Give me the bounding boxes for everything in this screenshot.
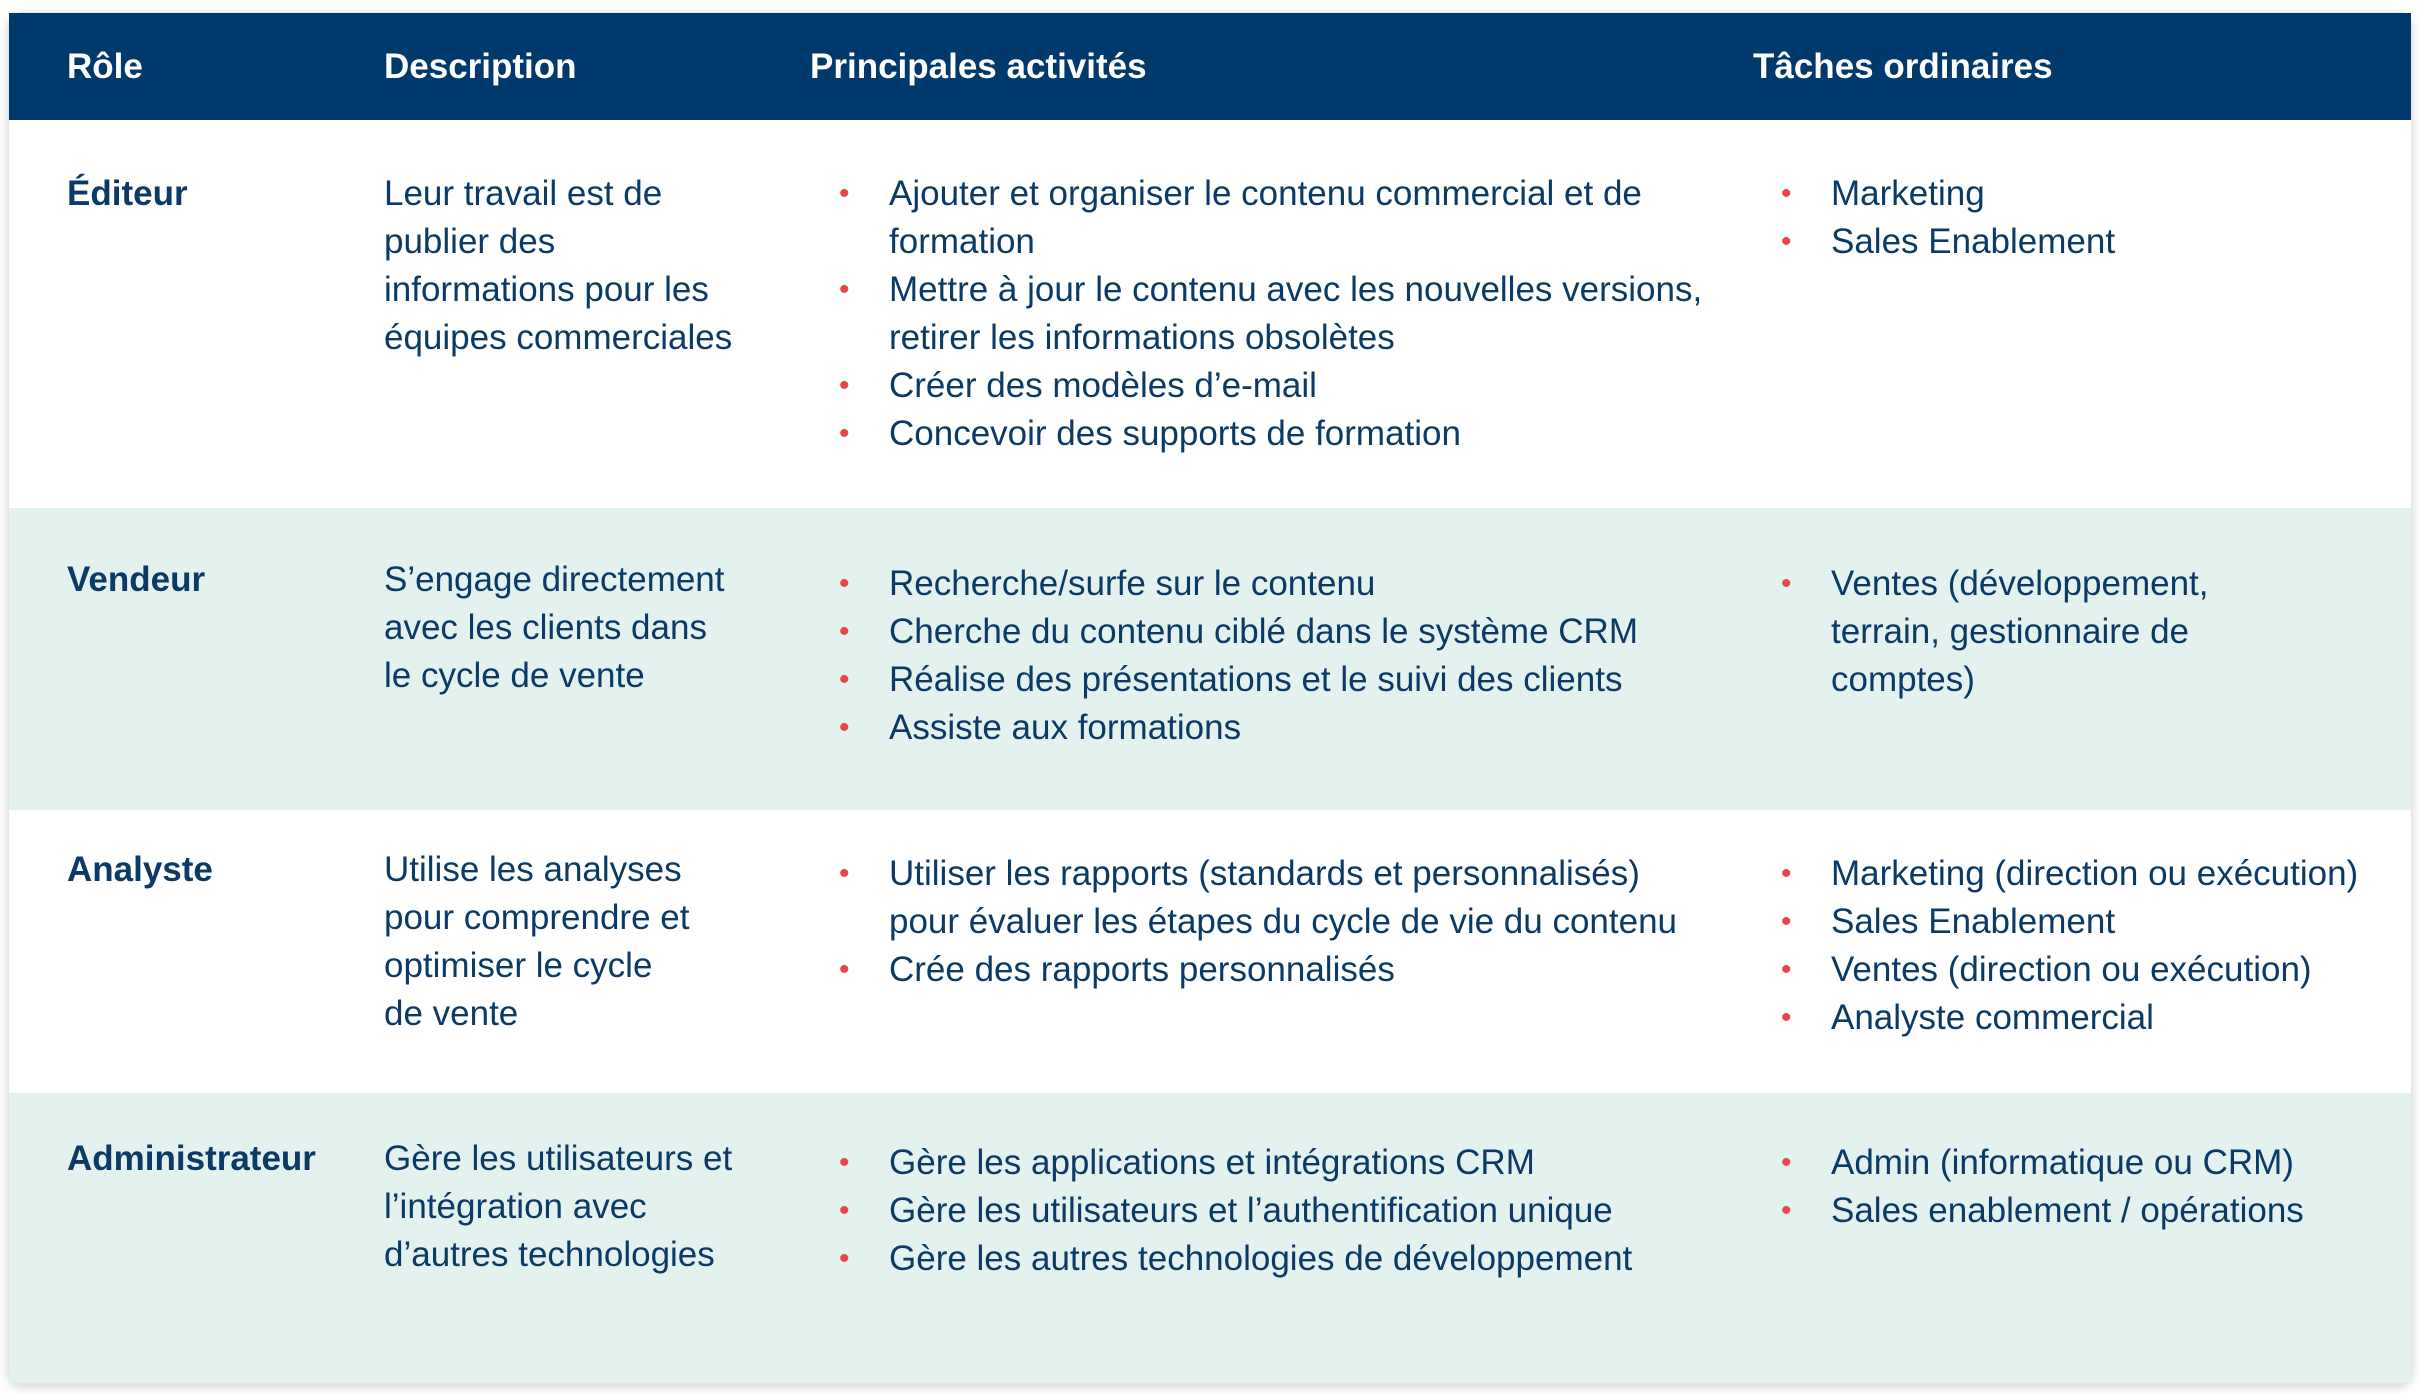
header-tasks: Tâches ordinaires <box>1753 47 2053 86</box>
tasks-list <box>1781 1139 2391 1235</box>
bullet-icon: • <box>1781 905 1792 938</box>
table-row-vendeur <box>9 508 2411 810</box>
tasks-cell <box>1781 170 2391 266</box>
table-row-editeur <box>9 120 2411 508</box>
list-item: • Utiliser les rapports (standards et personnalisés) pour évaluer les étapes du cycle de vie du contenu <box>889 850 1709 946</box>
bullet-icon: • <box>839 615 850 648</box>
list-item: • Ajouter et organiser le contenu commercial et de formation <box>889 170 1759 266</box>
bullet-icon: • <box>1781 857 1792 890</box>
bullet-icon: • <box>839 663 850 696</box>
tasks-cell <box>1781 850 2401 1042</box>
role-cell: Administrateur <box>67 1139 316 1178</box>
list-item: • Marketing <box>1831 170 2391 218</box>
list-item: • Recherche/surfe sur le contenu <box>889 560 1759 608</box>
bullet-icon: • <box>839 273 850 306</box>
table-row-analyste <box>9 810 2411 1093</box>
bullet-icon: • <box>1781 1146 1792 1179</box>
activities-list <box>839 560 1759 752</box>
description-cell: Leur travail est de publier des informations pour les équipes commerciales <box>384 174 733 357</box>
list-item: • Mettre à jour le contenu avec les nouvelles versions, retirer les informations obsolètes <box>889 266 1759 362</box>
list-item: • Ventes (direction ou exécution) <box>1831 946 2401 994</box>
list-item: • Concevoir des supports de formation <box>889 410 1759 458</box>
table-header-row <box>9 13 2411 120</box>
tasks-cell <box>1781 1139 2391 1235</box>
role-cell: Éditeur <box>67 174 188 213</box>
list-item: • Ventes (développement, terrain, gestionnaire de comptes) <box>1831 560 2281 704</box>
bullet-icon: • <box>839 953 850 986</box>
header-description: Description <box>384 47 577 86</box>
bullet-icon: • <box>1781 1194 1792 1227</box>
bullet-icon: • <box>839 857 850 890</box>
bullet-icon: • <box>839 369 850 402</box>
bullet-icon: • <box>1781 1001 1792 1034</box>
bullet-icon: • <box>839 177 850 210</box>
activities-cell <box>839 850 1709 994</box>
activities-cell <box>839 560 1759 752</box>
list-item: • Sales enablement / opérations <box>1831 1187 2391 1235</box>
list-item: • Analyste commercial <box>1831 994 2401 1042</box>
table-row-administrateur <box>9 1093 2411 1383</box>
bullet-icon: • <box>1781 177 1792 210</box>
activities-list <box>839 170 1759 458</box>
bullet-icon: • <box>839 417 850 450</box>
list-item: • Cherche du contenu ciblé dans le système CRM <box>889 608 1759 656</box>
tasks-list <box>1781 850 2401 1042</box>
description-cell: Utilise les analyses pour comprendre et optimiser le cycle de vente <box>384 850 690 1033</box>
list-item: • Admin (informatique ou CRM) <box>1831 1139 2391 1187</box>
activities-cell <box>839 170 1759 453</box>
bullet-icon: • <box>1781 567 1792 600</box>
activities-cell <box>839 1139 1759 1283</box>
list-item: • Crée des rapports personnalisés <box>889 946 1709 994</box>
role-cell: Vendeur <box>67 560 206 599</box>
bullet-icon: • <box>839 567 850 600</box>
list-item: • Sales Enablement <box>1831 898 2401 946</box>
description-cell: Gère les utilisateurs et l’intégration avec d’autres technologies <box>384 1139 733 1274</box>
bullet-icon: • <box>839 711 850 744</box>
list-item: • Sales Enablement <box>1831 218 2391 266</box>
list-item: • Gère les applications et intégrations CRM <box>889 1139 1759 1187</box>
bullet-icon: • <box>839 1146 850 1179</box>
list-item: • Assiste aux formations <box>889 704 1759 752</box>
tasks-list <box>1781 560 2281 704</box>
activities-list <box>839 850 1709 994</box>
bullet-icon: • <box>1781 225 1792 258</box>
list-item: • Réalise des présentations et le suivi des clients <box>889 656 1759 704</box>
list-item: • Gère les autres technologies de développement <box>889 1235 1759 1283</box>
description-cell: S’engage directement avec les clients dans le cycle de vente <box>384 560 725 695</box>
header-activities: Principales activités <box>810 47 1147 86</box>
list-item: • Gère les utilisateurs et l’authentification unique <box>889 1187 1759 1235</box>
list-item: • Créer des modèles d’e-mail <box>889 362 1759 410</box>
bullet-icon: • <box>839 1194 850 1227</box>
role-cell: Analyste <box>67 850 213 889</box>
bullet-icon: • <box>839 1242 850 1275</box>
tasks-cell <box>1781 560 2281 704</box>
tasks-list <box>1781 170 2391 266</box>
activities-list <box>839 1139 1759 1283</box>
header-role: Rôle <box>67 47 143 86</box>
list-item: • Marketing (direction ou exécution) <box>1831 850 2401 898</box>
bullet-icon: • <box>1781 953 1792 986</box>
roles-table <box>8 12 2412 1384</box>
